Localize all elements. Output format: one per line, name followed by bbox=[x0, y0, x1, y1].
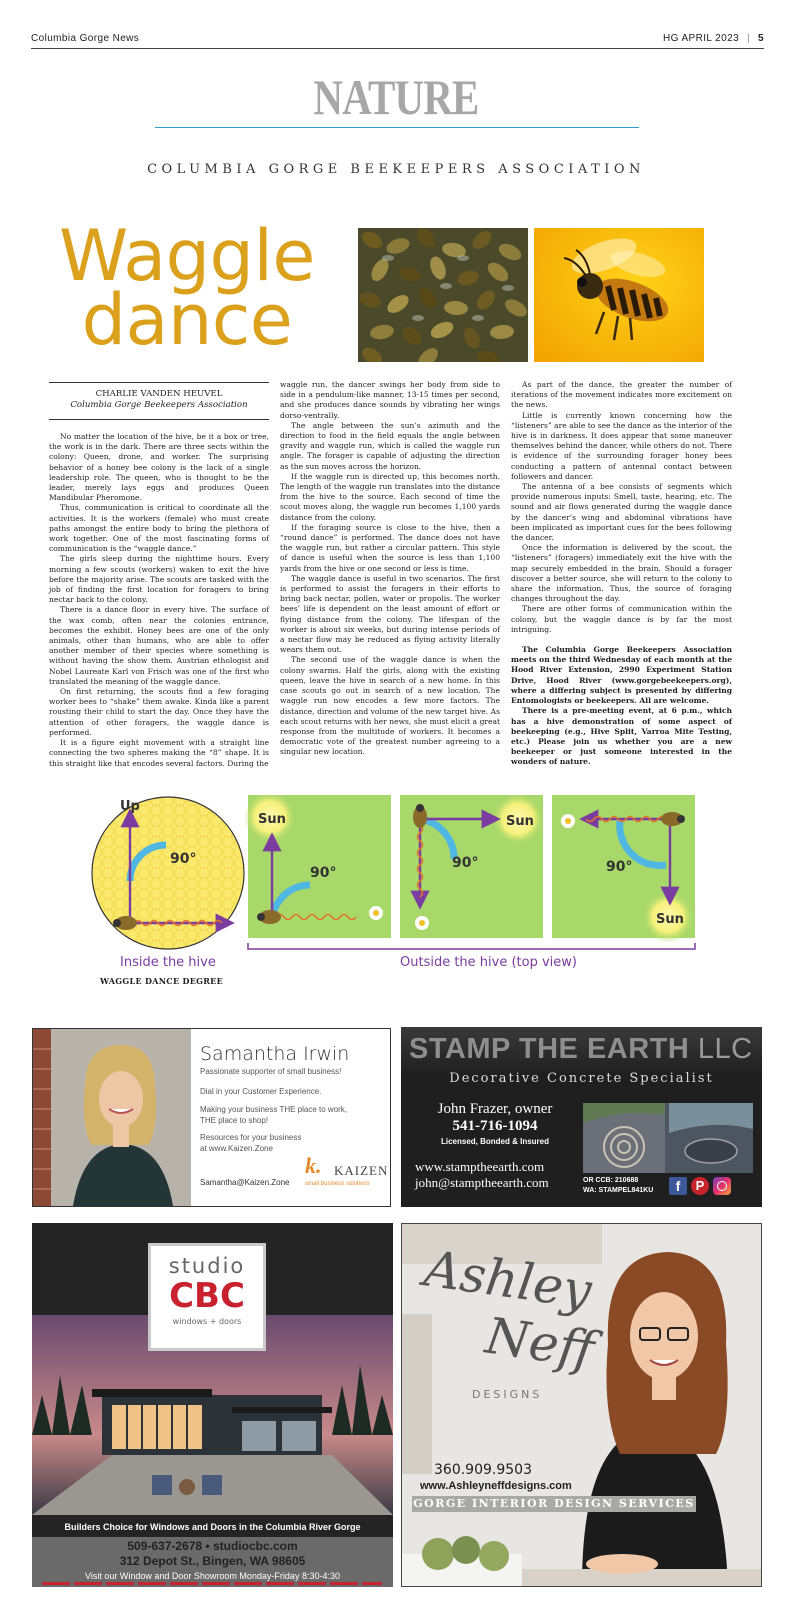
brand-strip bbox=[42, 1582, 382, 1585]
pre-meeting-info: There is a pre-meeting event, at 6 p.m., which has a hive demonstration of some aspect of beekeeping (e.g., Hive Split, Varroa Mite Testing, etc.) Please join us whether you are a new beekeeper or just someone interested in the wonders of nature. bbox=[511, 706, 732, 767]
kaizen-line3: Resources for your business at www.Kaizen.Zone bbox=[200, 1133, 302, 1153]
cbc-address: 312 Depot St., Bingen, WA 98605 bbox=[119, 1554, 306, 1568]
neff-web[interactable]: www.Ashleyneffdesigns.com bbox=[420, 1480, 572, 1492]
angle-label: 90° bbox=[170, 851, 197, 867]
stamp-web[interactable]: www.stamptheearth.com bbox=[415, 1159, 545, 1174]
kaizen-name: Samantha Irwin bbox=[200, 1043, 350, 1065]
outside-panel-east bbox=[400, 795, 544, 938]
outside-panel-south bbox=[552, 795, 695, 943]
outside-hive-label: Outside the hive (top view) bbox=[400, 955, 577, 970]
outside-panel-north bbox=[244, 795, 391, 938]
byline-org: Columbia Gorge Beekeepers Association bbox=[70, 400, 248, 410]
angle-label: 90° bbox=[606, 859, 633, 875]
section-rule bbox=[155, 127, 639, 128]
paragraph: If the foraging source is close to the hive, then a “round dance” is performed. The dance does not have the waggle run, but rather a circular pattern. This style of dance is useful when the source is less than 1,100 yards from the hive or one second or less is time. bbox=[280, 522, 500, 573]
headline-line1: Waggle bbox=[58, 215, 315, 297]
neff-phone[interactable]: 360.909.9503 bbox=[434, 1462, 532, 1478]
stamp-ccb: OR CCB: 210688 bbox=[583, 1177, 639, 1184]
sun-label: Sun bbox=[506, 814, 534, 829]
ashley-script-logo bbox=[413, 1239, 598, 1380]
paragraph: Thus, communication is critical to coordinate all the activities. It is the workers (female) who must create paths amongst the entire body to bring the plethora of work together. One of the most fascinating forms of communication is the “waggle dance.” bbox=[49, 503, 269, 554]
association-banner: COLUMBIA GORGE BEEKEEPERS ASSOCIATION bbox=[147, 162, 645, 177]
sun-label: Sun bbox=[656, 912, 684, 927]
paragraph: waggle run, the dancer swings her body from side to side in a pendulum-like manner, 13-15 times per second, and she produces dance sounds by vibrating her wings dorso-ventrally. bbox=[280, 380, 500, 420]
inside-hive-label: Inside the hive bbox=[120, 955, 216, 970]
stamped-concrete-photo bbox=[583, 1103, 753, 1173]
paragraph: There are other forms of communication within the colony, but the waggle dance is by far the most intriguing. bbox=[511, 604, 732, 634]
logo-sub: windows + doors bbox=[172, 1317, 242, 1326]
cbc-contact[interactable]: 509-637-2678 • studiocbc.com bbox=[127, 1539, 298, 1553]
paragraph: On first returning, the scouts find a few foraging worker bees to “shake” them awake. Kinda like a parent rousting their child to start the day. Once they have the attention of other foragers, the waggle dance is performed. bbox=[49, 687, 269, 737]
headline-line2: dance bbox=[81, 279, 293, 361]
logo-designs: DESIGNS bbox=[472, 1388, 543, 1401]
cbc-tagline: Builders Choice for Windows and Doors in the Columbia River Gorge bbox=[32, 1517, 393, 1537]
paragraph: No matter the location of the hive, be it a box or tree, the work is in the dark. There are three sects within the colony: Queen, drone, and worker. The surprising behavior of a honey bee colony is the lack of a single leadership role. The queen, who is thought to be the leader, merely lays eggs and produces Queen Mandibular Pheromone. bbox=[49, 432, 269, 503]
paragraph: As part of the dance, the greater the number of iterations of the movement indicates more excitement on the news. bbox=[511, 380, 732, 410]
issue-info: HG APRIL 2023 | 5 bbox=[663, 33, 764, 44]
studio-cbc-logo bbox=[148, 1243, 266, 1351]
kaizen-email[interactable]: Samantha@Kaizen.Zone bbox=[200, 1178, 290, 1187]
waggle-dance-diagram bbox=[90, 795, 730, 970]
paragraph: If the waggle run is directed up, this becomes north. The length of the waggle run translates into the distance from the hive to the source. Each second of time the scout moves along, the waggle run becomes 1,100 yards distance from the colony. bbox=[280, 471, 500, 522]
paragraph: The waggle dance is useful in two scenarios. The first is performed to assist the foragers in their efforts to bring back nectar, pollen, water or propolis. The worker bees’ life is dependent on the least amount of effort or flying distance from the colony. The lifespan of the worker is about six weeks, but during intense periods of a nectar flow may be reduced as flying activity literally wears them out. bbox=[280, 573, 500, 655]
stamp-the-earth-ad bbox=[401, 1027, 762, 1207]
paragraph: The angle between the sun’s azimuth and the direction to food in the field equals the angle between gravity and waggle run, which is called the waggle run angle. The forager is capable of adjusting the direction as the sun moves across the horizon. bbox=[280, 420, 500, 471]
logo-name1: Ashley bbox=[420, 1239, 596, 1321]
article-column-2 bbox=[280, 380, 500, 758]
paragraph: The second use of the waggle dance is when the colony swarms. Half the girls, along with the existing queen, leave the hive in search of a new home. In this case scouts go out in search of a new location. The waggle run now encodes a few more factors. The distance, direction and volume of the new target hive. As each scout returns with her news, she must elicit a great response from the multitude of workers. It becomes a democratic vote of the greatest number agreeing to a singular new location. bbox=[280, 655, 500, 757]
flower-icon bbox=[415, 916, 429, 930]
logo-studio: studio bbox=[168, 1254, 246, 1278]
kaizen-logo-icon: k. bbox=[305, 1153, 322, 1178]
cbc-hours: Visit our Window and Door Showroom Monday-Friday 8:30-4:30 bbox=[85, 1571, 340, 1581]
article-column-1 bbox=[49, 432, 269, 769]
paragraph: The girls sleep during the nighttime hours. Every morning a few scouts (workers) waken to exit the hive before the majority arise. The scouts are tasked with the job of finding the first location for foragers to bring nectar back to the colony. bbox=[49, 554, 269, 605]
stamp-phone: 541-716-1094 bbox=[452, 1118, 538, 1134]
diagram-caption: WAGGLE DANCE DEGREE bbox=[100, 976, 223, 986]
kaizen-ad bbox=[32, 1028, 391, 1207]
page-header bbox=[31, 30, 764, 49]
article-column-3 bbox=[511, 380, 732, 768]
instagram-icon[interactable] bbox=[713, 1177, 731, 1195]
neff-banner: GORGE INTERIOR DESIGN SERVICES bbox=[413, 1497, 695, 1510]
publication-name: Columbia Gorge News bbox=[31, 33, 140, 44]
headline bbox=[56, 215, 318, 361]
page-number: 5 bbox=[758, 33, 764, 44]
paragraph: It is a figure eight movement with a straight line connecting the two spheres making the “8” shape. It is this straight like that encodes several factors. During the bbox=[49, 738, 269, 768]
byline-author: CHARLIE VANDEN HEUVEL bbox=[95, 389, 223, 399]
up-label: Up bbox=[120, 799, 140, 814]
stamp-owner: John Frazer, owner bbox=[437, 1101, 553, 1117]
pinterest-icon[interactable]: P bbox=[691, 1177, 709, 1195]
kaizen-tagline: Passionate supporter of small business! bbox=[200, 1067, 342, 1076]
facebook-icon[interactable]: f bbox=[669, 1177, 687, 1195]
paragraph: Little is currently known concerning how the “listeners” are able to see the dance as the interior of the hive is in darkness. It does appear that some maneuver themselves behind the dancer, while others do not. There is evidence of the surrounding forager honey bees conducting a pattern of antennal contact between followers and dancer. bbox=[511, 410, 732, 481]
paragraph: Once the information is delivered by the scout, the “listeners” (foragers) immediately exit the hive with the map securely embedded in the brain. Should a forager discover a better source, she will return to the colony to share the information. Thus, the source of foraging changes throughout the day. bbox=[511, 543, 732, 604]
samantha-portrait bbox=[33, 1029, 191, 1206]
ashley-neff-ad bbox=[401, 1223, 762, 1587]
logo-cbc: CBC bbox=[169, 1276, 245, 1316]
angle-label: 90° bbox=[310, 865, 337, 881]
kaizen-line1: Dial in your Customer Experience. bbox=[200, 1087, 322, 1096]
stamp-title: STAMP THE EARTH LLC bbox=[409, 1033, 753, 1065]
flying-bee-photo bbox=[534, 228, 704, 362]
paragraph: There is a dance floor in every hive. The surface of the wax comb, often near the colonies entrance, becomes the exhibit. Honey bees are one of the only animals, other than humans, who are able to offer another member of their species where something is without having the show them. Austrian ethologist and Nobel Laureate Karl von Frisch was one of the first who translated the meaning of the waggle dance. bbox=[49, 605, 269, 686]
studio-cbc-ad bbox=[32, 1223, 393, 1587]
stamp-email[interactable]: john@stamptheearth.com bbox=[415, 1175, 549, 1190]
bee-cluster-photo bbox=[358, 228, 528, 362]
section-title: NATURE bbox=[313, 69, 479, 125]
sun-label: Sun bbox=[258, 812, 286, 827]
paragraph: The antenna of a bee consists of segments which provide numerous inputs: Smell, taste, hearing, etc. The sound and air flows generated during the waggle dance by the dancer’s wing and abdominal vibrations have been implicated as important cues for the bees following the dancer. bbox=[511, 482, 732, 543]
inside-hive-panel bbox=[92, 797, 244, 949]
stamp-wa: WA: STAMPEL841KU bbox=[583, 1187, 654, 1194]
flower-icon bbox=[561, 814, 575, 828]
stamp-licensed: Licensed, Bonded & Insured bbox=[440, 1137, 549, 1146]
issue-date: HG APRIL 2023 bbox=[663, 33, 740, 44]
flower-icon bbox=[369, 906, 383, 920]
byline bbox=[49, 382, 269, 420]
kaizen-brand-sub: small business solutions bbox=[305, 1181, 370, 1187]
meeting-info: The Columbia Gorge Beekeepers Association meets on the third Wednesday of each month at the Hood River Extension, 2990 Experiment Station Drive, Hood River (www.gorgebeekeepers.org), where a differing subject is presented by differing Entomologists or beekeepers. All are welcome. bbox=[511, 645, 732, 706]
kaizen-brand: KAIZEN bbox=[334, 1163, 389, 1178]
angle-label: 90° bbox=[452, 855, 479, 871]
stamp-subtitle: Decorative Concrete Specialist bbox=[449, 1071, 714, 1086]
logo-name2: Neff bbox=[482, 1306, 598, 1380]
kaizen-line2: Making your business THE place to work, THE place to shop! bbox=[200, 1105, 348, 1125]
